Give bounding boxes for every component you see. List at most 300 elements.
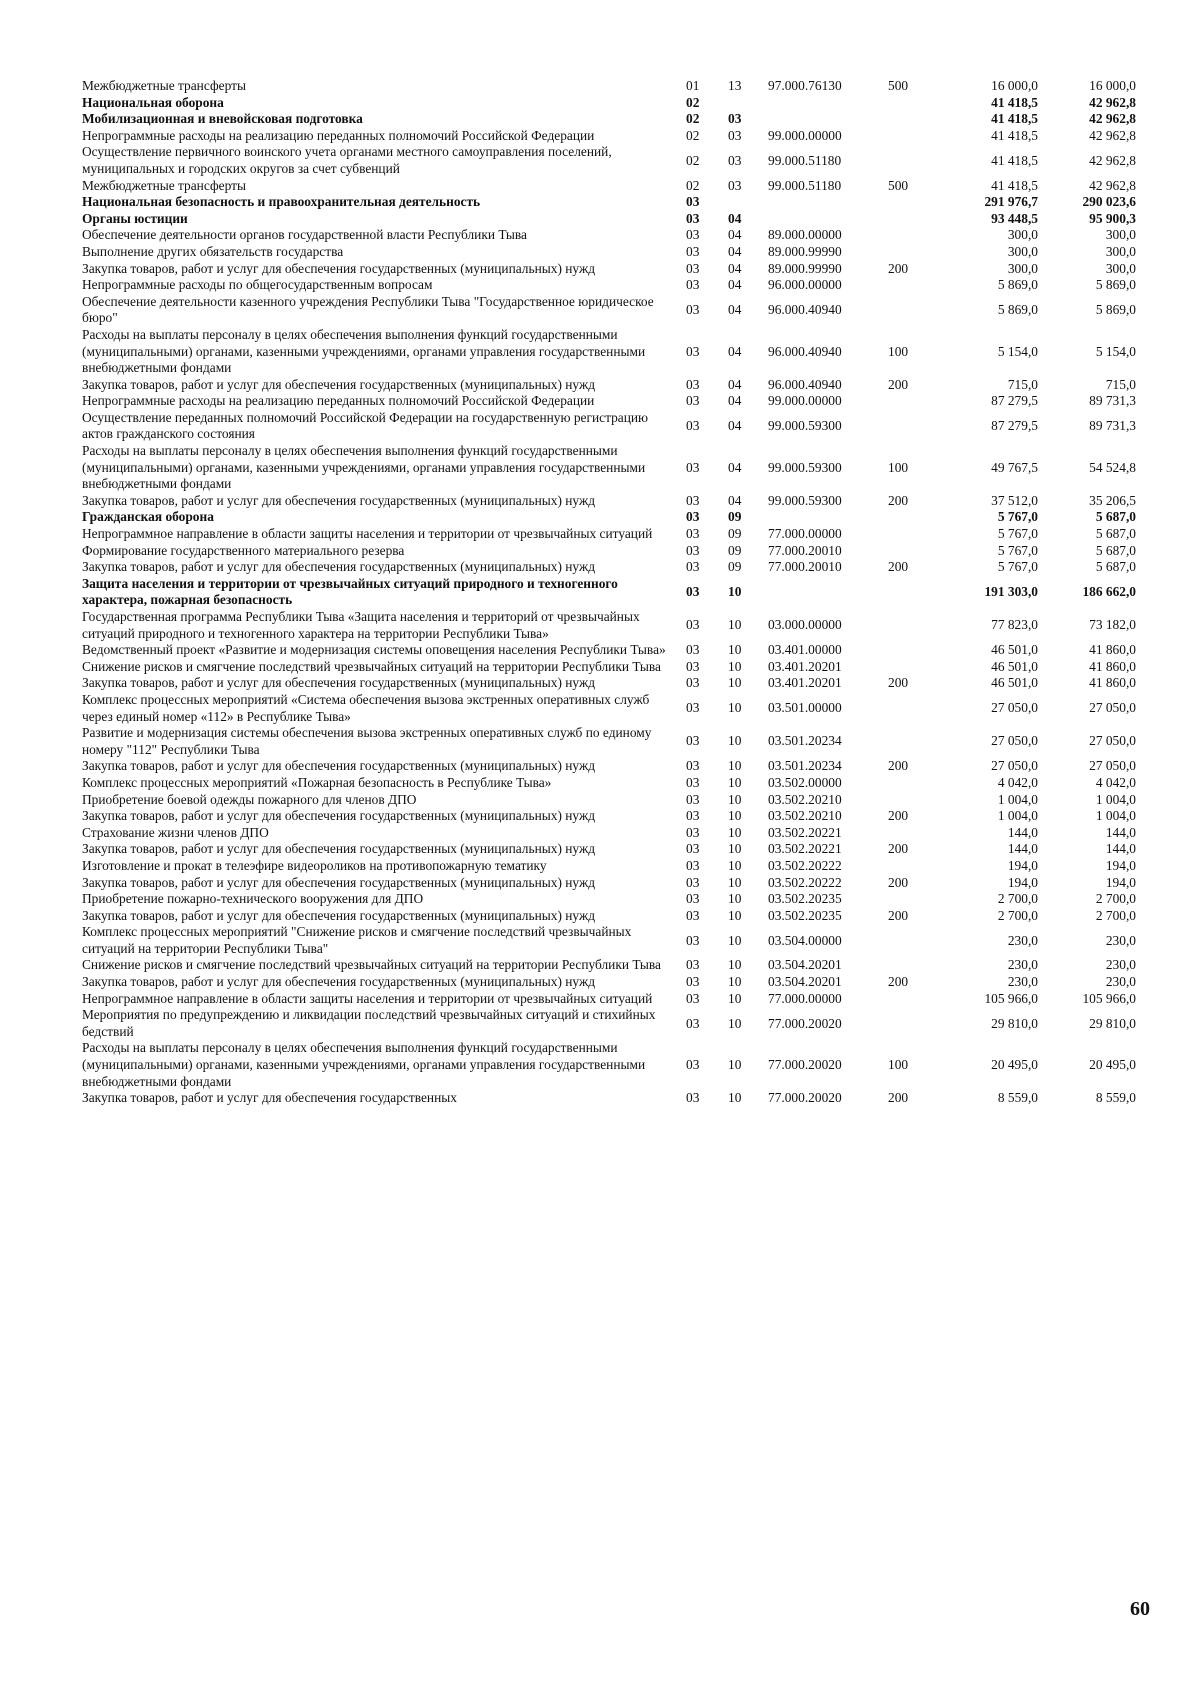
section-code: 03: [686, 376, 700, 392]
section-code: 03: [686, 243, 700, 259]
section-code: 03: [686, 617, 700, 633]
subsection-code: 10: [728, 758, 742, 774]
amount-year-2: 54 524,8: [1089, 459, 1136, 475]
amount-year-1: 1 004,0: [997, 808, 1038, 824]
amount-year-2: 144,0: [1105, 824, 1136, 840]
subsection-code: 10: [728, 675, 742, 691]
table-row: [82, 277, 1142, 294]
target-article-code: 77.000.20020: [768, 1015, 842, 1031]
row-name: Мероприятия по предупреждению и ликвидации последствий чрезвычайных ситуаций и стихийных бедствий: [82, 1007, 656, 1039]
row-name: Непрограммное направление в области защиты населения и территории от чрезвычайных ситуаций: [82, 526, 653, 542]
subsection-code: 10: [728, 857, 742, 873]
subsection-code: 13: [728, 78, 742, 93]
row-name: Осуществление переданных полномочий Российской Федерации на государственную регистрацию актов гражданского состояния: [82, 409, 649, 442]
expense-type-code: 200: [888, 492, 909, 508]
table-row: [82, 261, 1142, 278]
amount-year-1: 20 495,0: [991, 1057, 1038, 1073]
expense-type-code: [884, 128, 944, 145]
amount-year-1: 5 869,0: [997, 302, 1038, 318]
amount-year-1: 41 418,5: [991, 94, 1038, 110]
target-article-code: 96.000.40940: [768, 302, 842, 318]
target-article-code: 03.504.20201: [768, 957, 842, 973]
subsection-code: 10: [728, 642, 742, 658]
amount-year-2: 73 182,0: [1089, 617, 1136, 633]
expense-type-code: 200: [888, 808, 909, 824]
expense-type-code: 200: [888, 675, 909, 691]
expense-type-code: 500: [888, 78, 909, 93]
target-article-code: 89.000.99990: [768, 243, 842, 259]
row-name: Закупка товаров, работ и услуг для обеспечения государственных (муниципальных) нужд: [82, 758, 596, 774]
expense-type-code: [884, 194, 944, 211]
section-code: 03: [686, 932, 700, 948]
expense-type-code: 200: [888, 260, 909, 276]
target-article-code: 03.502.20222: [768, 857, 842, 873]
target-article-code: 03.502.20221: [768, 841, 842, 857]
amount-year-1: 5 767,0: [997, 542, 1038, 558]
page-number: 60: [1130, 1598, 1150, 1620]
row-name: Обеспечение деятельности казенного учреждения Республики Тыва "Государственное юридическое бюро": [82, 293, 654, 326]
amount-year-2: 2 700,0: [1095, 907, 1136, 923]
target-article-code: 96.000.00000: [768, 277, 842, 293]
table-row: [82, 841, 1142, 858]
expense-type-code: [884, 1007, 944, 1040]
amount-year-2: 2 700,0: [1095, 891, 1136, 907]
subsection-code: 10: [728, 1090, 742, 1106]
amount-year-1: 41 418,5: [991, 177, 1038, 193]
table-row: [82, 858, 1142, 875]
row-name: Органы юстиции: [82, 210, 188, 226]
amount-year-1: 230,0: [1007, 957, 1038, 973]
amount-year-2: 27 050,0: [1089, 700, 1136, 716]
table-row: [82, 692, 1142, 725]
row-name: Осуществление первичного воинского учета органами местного самоуправления поселений, муниципальных и городских округов за счет субвенций: [82, 144, 612, 176]
table-row: [82, 144, 1142, 177]
amount-year-2: 300,0: [1105, 260, 1136, 276]
row-name: Мобилизационная и вневойсковая подготовка: [82, 111, 363, 127]
amount-year-1: 144,0: [1007, 824, 1038, 840]
target-article-code: 99.000.51180: [768, 152, 842, 168]
amount-year-2: 42 962,8: [1089, 177, 1136, 193]
target-article-code: 03.401.20201: [768, 658, 842, 674]
section-code: 03: [686, 808, 700, 824]
target-article-code: 03.502.20210: [768, 791, 842, 807]
target-article-code: 97.000.76130: [768, 78, 842, 93]
subsection-code: 10: [728, 658, 742, 674]
expense-type-code: [884, 95, 944, 112]
amount-year-1: 191 303,0: [984, 584, 1038, 600]
section-code: 03: [686, 1090, 700, 1106]
section-code: 03: [686, 700, 700, 716]
section-code: 02: [686, 111, 700, 127]
amount-year-1: 715,0: [1007, 376, 1038, 392]
amount-year-2: 144,0: [1105, 841, 1136, 857]
subsection-code: 10: [728, 733, 742, 749]
target-article-code: 03.504.00000: [768, 932, 842, 948]
target-article-code: 03.502.20221: [768, 824, 842, 840]
amount-year-1: 5 869,0: [997, 277, 1038, 293]
amount-year-2: 29 810,0: [1089, 1015, 1136, 1031]
section-code: 03: [686, 492, 700, 508]
table-row: [82, 194, 1142, 211]
target-article-code: 03.502.20210: [768, 808, 842, 824]
table-row: [82, 393, 1142, 410]
expense-type-code: [884, 642, 944, 659]
section-code: 03: [686, 418, 700, 434]
table-body: [82, 78, 1142, 1107]
target-article-code: 03.502.20235: [768, 891, 842, 907]
row-name: Комплекс процессных мероприятий «Система обеспечения вызова экстренных оперативных служб через единый номер «112» в Республике Тыва»: [82, 691, 650, 724]
expense-type-code: [884, 294, 944, 327]
target-article-code: [764, 509, 884, 526]
section-code: 02: [686, 127, 700, 143]
table-row: [82, 128, 1142, 145]
row-name: Выполнение других обязательств государства: [82, 243, 344, 259]
target-article-code: 99.000.59300: [768, 418, 842, 434]
amount-year-1: 2 700,0: [997, 891, 1038, 907]
subsection-code: 04: [728, 260, 742, 276]
table-row: [82, 808, 1142, 825]
section-code: 03: [686, 509, 700, 525]
table-row: [82, 410, 1142, 443]
subsection-code: [724, 95, 764, 112]
expense-type-code: [884, 991, 944, 1008]
amount-year-1: 230,0: [1007, 974, 1038, 990]
row-name: Закупка товаров, работ и услуг для обеспечения государственных (муниципальных) нужд: [82, 841, 596, 857]
subsection-code: 10: [728, 700, 742, 716]
subsection-code: 10: [728, 907, 742, 923]
target-article-code: 03.501.20234: [768, 733, 842, 749]
subsection-code: 10: [728, 932, 742, 948]
row-name: Снижение рисков и смягчение последствий чрезвычайных ситуаций на территории Республики Тыва: [82, 658, 661, 674]
row-name: Непрограммные расходы по общегосударственным вопросам: [82, 277, 433, 293]
expense-type-code: 200: [888, 1090, 909, 1106]
section-code: 03: [686, 343, 700, 359]
amount-year-2: 230,0: [1105, 957, 1136, 973]
expense-type-code: 100: [888, 1057, 909, 1073]
table-row: [82, 1040, 1142, 1090]
amount-year-1: 300,0: [1007, 243, 1038, 259]
amount-year-1: 46 501,0: [991, 675, 1038, 691]
subsection-code: 10: [728, 774, 742, 790]
amount-year-2: 300,0: [1105, 243, 1136, 259]
table-row: [82, 526, 1142, 543]
row-name: Снижение рисков и смягчение последствий чрезвычайных ситуаций на территории Республики Тыва: [82, 957, 661, 973]
table-row: [82, 908, 1142, 925]
amount-year-1: 300,0: [1007, 227, 1038, 243]
expense-type-code: [884, 957, 944, 974]
expense-type-code: [884, 277, 944, 294]
amount-year-2: 89 731,3: [1089, 418, 1136, 434]
table-row: [82, 875, 1142, 892]
expense-type-code: [884, 825, 944, 842]
target-article-code: 99.000.51180: [768, 177, 842, 193]
row-name: Расходы на выплаты персоналу в целях обеспечения выполнения функций государственными (муниципальными) органами, казенными учреждениями, органами управления государственными внебюджетными фондами: [82, 326, 646, 376]
subsection-code: 03: [728, 111, 742, 127]
subsection-code: 04: [728, 492, 742, 508]
amount-year-1: 5 767,0: [997, 509, 1038, 525]
subsection-code: 10: [728, 841, 742, 857]
subsection-code: 04: [728, 376, 742, 392]
expense-type-code: [884, 775, 944, 792]
table-row: [82, 493, 1142, 510]
amount-year-2: 4 042,0: [1095, 774, 1136, 790]
row-name: Межбюджетные трансферты: [82, 78, 246, 93]
target-article-code: 77.000.20010: [768, 542, 842, 558]
amount-year-2: 194,0: [1105, 857, 1136, 873]
section-code: 03: [686, 974, 700, 990]
expense-type-code: [884, 792, 944, 809]
table-row: [82, 642, 1142, 659]
expense-type-code: [884, 144, 944, 177]
expense-type-code: [884, 725, 944, 758]
section-code: 01: [686, 78, 700, 93]
expense-type-code: 200: [888, 874, 909, 890]
subsection-code: 03: [728, 127, 742, 143]
row-name: Расходы на выплаты персоналу в целях обеспечения выполнения функций государственными (муниципальными) органами, казенными учреждениями, органами управления государственными внебюджетными фондами: [82, 1040, 646, 1089]
subsection-code: 04: [728, 418, 742, 434]
row-name: Закупка товаров, работ и услуг для обеспечения государственных (муниципальных) нужд: [82, 974, 596, 990]
table-row: [82, 609, 1142, 642]
row-name: Изготовление и прокат в телеэфире видеороликов на противопожарную тематику: [82, 857, 547, 873]
table-row: [82, 675, 1142, 692]
table-row: [82, 211, 1142, 228]
section-code: 03: [686, 1057, 700, 1073]
amount-year-1: 29 810,0: [991, 1015, 1038, 1031]
expense-type-code: 200: [888, 974, 909, 990]
expense-type-code: [884, 924, 944, 957]
expense-type-code: 100: [888, 343, 909, 359]
amount-year-2: 20 495,0: [1089, 1057, 1136, 1073]
table-row: [82, 758, 1142, 775]
target-article-code: 03.504.20201: [768, 974, 842, 990]
amount-year-2: 27 050,0: [1089, 733, 1136, 749]
target-article-code: 03.000.00000: [768, 617, 842, 633]
subsection-code: 10: [728, 1015, 742, 1031]
amount-year-2: 1 004,0: [1095, 808, 1136, 824]
section-code: 03: [686, 774, 700, 790]
row-name: Закупка товаров, работ и услуг для обеспечения государственных (муниципальных) нужд: [82, 492, 596, 508]
expense-type-code: [884, 858, 944, 875]
amount-year-2: 42 962,8: [1089, 127, 1136, 143]
subsection-code: 10: [728, 808, 742, 824]
amount-year-1: 194,0: [1007, 857, 1038, 873]
row-name: Страхование жизни членов ДПО: [82, 824, 269, 840]
amount-year-1: 291 976,7: [984, 194, 1038, 210]
expense-type-code: 200: [888, 559, 909, 575]
amount-year-1: 93 448,5: [991, 210, 1038, 226]
subsection-code: 10: [728, 874, 742, 890]
table-row: [82, 1007, 1142, 1040]
amount-year-1: 27 050,0: [991, 700, 1038, 716]
amount-year-1: 46 501,0: [991, 642, 1038, 658]
row-name: Закупка товаров, работ и услуг для обеспечения государственных (муниципальных) нужд: [82, 559, 596, 575]
expense-type-code: 500: [888, 177, 909, 193]
target-article-code: 03.501.20234: [768, 758, 842, 774]
section-code: 03: [686, 891, 700, 907]
expense-type-code: 100: [888, 459, 909, 475]
amount-year-1: 5 767,0: [997, 559, 1038, 575]
row-name: Межбюджетные трансферты: [82, 177, 246, 193]
target-article-code: 03.502.00000: [768, 774, 842, 790]
target-article-code: 99.000.00000: [768, 393, 842, 409]
target-article-code: [764, 211, 884, 228]
section-code: 03: [686, 658, 700, 674]
amount-year-1: 77 823,0: [991, 617, 1038, 633]
table-row: [82, 891, 1142, 908]
amount-year-2: 5 687,0: [1095, 559, 1136, 575]
row-name: Расходы на выплаты персоналу в целях обеспечения выполнения функций государственными (муниципальными) органами, казенными учреждениями, органами управления государственными внебюджетными фондами: [82, 443, 646, 492]
table-row: [82, 377, 1142, 394]
subsection-code: 04: [728, 243, 742, 259]
amount-year-1: 46 501,0: [991, 658, 1038, 674]
target-article-code: 89.000.00000: [768, 227, 842, 243]
target-article-code: 96.000.40940: [768, 376, 842, 392]
table-row: [82, 576, 1142, 609]
amount-year-1: 87 279,5: [991, 393, 1038, 409]
subsection-code: 10: [728, 617, 742, 633]
expense-type-code: [884, 526, 944, 543]
amount-year-1: 4 042,0: [997, 774, 1038, 790]
amount-year-2: 5 869,0: [1095, 277, 1136, 293]
section-code: 03: [686, 393, 700, 409]
target-article-code: 03.401.20201: [768, 675, 842, 691]
amount-year-2: 42 962,8: [1089, 152, 1136, 168]
section-code: 03: [686, 841, 700, 857]
table-row: [82, 244, 1142, 261]
target-article-code: 77.000.20010: [768, 559, 842, 575]
amount-year-2: 186 662,0: [1082, 584, 1136, 600]
expense-type-code: [884, 543, 944, 560]
row-name: Приобретение боевой одежды пожарного для членов ДПО: [82, 791, 417, 807]
section-code: 03: [686, 459, 700, 475]
table-row: [82, 509, 1142, 526]
subsection-code: 03: [728, 152, 742, 168]
amount-year-2: 230,0: [1105, 974, 1136, 990]
expense-type-code: [884, 891, 944, 908]
table-row: [82, 775, 1142, 792]
table-row: [82, 543, 1142, 560]
amount-year-1: 8 559,0: [997, 1090, 1038, 1106]
amount-year-1: 105 966,0: [984, 990, 1038, 1006]
subsection-code: 10: [728, 824, 742, 840]
amount-year-2: 95 900,3: [1089, 210, 1136, 226]
row-name: Ведомственный проект «Развитие и модернизация системы оповещения населения Республики Тыва»: [82, 642, 666, 658]
section-code: 03: [686, 824, 700, 840]
expense-type-code: [884, 393, 944, 410]
subsection-code: 04: [728, 393, 742, 409]
section-code: 03: [686, 874, 700, 890]
expense-type-code: [884, 244, 944, 261]
amount-year-1: 230,0: [1007, 932, 1038, 948]
table-row: [82, 443, 1142, 493]
budget-table: [82, 78, 1142, 1107]
table-row: [82, 991, 1142, 1008]
subsection-code: 04: [728, 302, 742, 318]
row-name: Национальная оборона: [82, 94, 224, 110]
table-row: [82, 825, 1142, 842]
target-article-code: [764, 194, 884, 211]
expense-type-code: [884, 410, 944, 443]
section-code: 03: [686, 194, 700, 210]
row-name: Комплекс процессных мероприятий «Пожарная безопасность в Республике Тыва»: [82, 774, 552, 790]
subsection-code: 10: [728, 891, 742, 907]
row-name: Закупка товаров, работ и услуг для обеспечения государственных (муниципальных) нужд: [82, 808, 596, 824]
target-article-code: 77.000.20020: [768, 1057, 842, 1073]
table-row: [82, 95, 1142, 112]
target-article-code: 77.000.00000: [768, 526, 842, 542]
row-name: Непрограммное направление в области защиты населения и территории от чрезвычайных ситуаций: [82, 990, 653, 1006]
target-article-code: 99.000.59300: [768, 492, 842, 508]
amount-year-1: 300,0: [1007, 260, 1038, 276]
table-row: [82, 974, 1142, 991]
amount-year-1: 37 512,0: [991, 492, 1038, 508]
table-row: [82, 327, 1142, 377]
row-name: Государственная программа Республики Тыва «Защита населения и территорий от чрезвычайных ситуаций природного и техногенного характера на территории Республики Тыва»: [82, 609, 640, 641]
target-article-code: 03.502.20222: [768, 874, 842, 890]
amount-year-1: 41 418,5: [991, 127, 1038, 143]
section-code: 03: [686, 227, 700, 243]
expense-type-code: 200: [888, 907, 909, 923]
amount-year-2: 715,0: [1105, 376, 1136, 392]
target-article-code: 77.000.00000: [768, 990, 842, 1006]
expense-type-code: [884, 576, 944, 609]
subsection-code: 04: [728, 277, 742, 293]
amount-year-2: 300,0: [1105, 227, 1136, 243]
subsection-code: 10: [728, 957, 742, 973]
row-name: Обеспечение деятельности органов государственной власти Республики Тыва: [82, 227, 527, 243]
section-code: 03: [686, 642, 700, 658]
row-name: Защита населения и территории от чрезвычайных ситуаций природного и техногенного характера, пожарная безопасность: [82, 575, 618, 608]
expense-type-code: [884, 692, 944, 725]
expense-type-code: [884, 509, 944, 526]
section-code: 02: [686, 177, 700, 193]
row-name: Комплекс процессных мероприятий "Снижение рисков и смягчение последствий чрезвычайных ситуаций на территории Республики Тыва": [82, 924, 632, 956]
expense-type-code: [884, 227, 944, 244]
table-row: [82, 1090, 1142, 1107]
section-code: 03: [686, 1015, 700, 1031]
amount-year-1: 27 050,0: [991, 758, 1038, 774]
amount-year-1: 27 050,0: [991, 733, 1038, 749]
amount-year-1: 5 767,0: [997, 526, 1038, 542]
section-code: 03: [686, 957, 700, 973]
amount-year-2: 41 860,0: [1089, 675, 1136, 691]
table-row: [82, 227, 1142, 244]
target-article-code: [764, 95, 884, 112]
amount-year-2: 89 731,3: [1089, 393, 1136, 409]
section-code: 02: [686, 94, 700, 110]
section-code: 03: [686, 277, 700, 293]
expense-type-code: [884, 111, 944, 128]
subsection-code: [724, 194, 764, 211]
amount-year-2: 194,0: [1105, 874, 1136, 890]
amount-year-1: 1 004,0: [997, 791, 1038, 807]
expense-type-code: 200: [888, 841, 909, 857]
table-row: [82, 924, 1142, 957]
amount-year-1: 41 418,5: [991, 111, 1038, 127]
subsection-code: 03: [728, 177, 742, 193]
table-row: [82, 559, 1142, 576]
subsection-code: 09: [728, 542, 742, 558]
amount-year-1: 16 000,0: [991, 78, 1038, 93]
subsection-code: 09: [728, 509, 742, 525]
subsection-code: 04: [728, 343, 742, 359]
subsection-code: 04: [728, 210, 742, 226]
table-row: [82, 178, 1142, 195]
table-row: [82, 659, 1142, 676]
amount-year-1: 144,0: [1007, 841, 1038, 857]
target-article-code: 99.000.59300: [768, 459, 842, 475]
row-name: Закупка товаров, работ и услуг для обеспечения государственных (муниципальных) нужд: [82, 376, 596, 392]
